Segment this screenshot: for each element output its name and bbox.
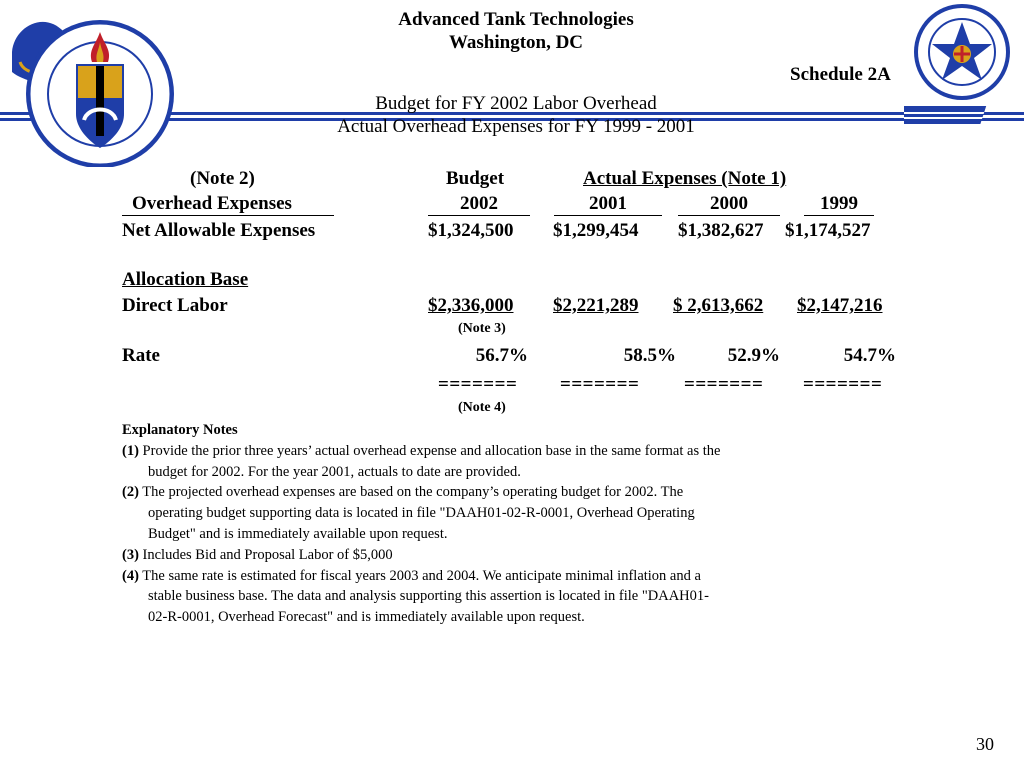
budget-column-header: Budget (446, 168, 505, 189)
rate-2001: 58.5% (623, 345, 676, 366)
year-2001: 2001 (554, 193, 662, 216)
rate-2000: 52.9% (727, 345, 780, 366)
dl-value-1999: $2,147,216 (797, 295, 883, 316)
note-text: The projected overhead expenses are based on the company’s operating budget for 2002. The operating budget supporting data is located in file "DAAH01-02-R-0001, Overhead Operating Budget" and is immediately available upon request. (138, 484, 695, 542)
dl-value-2000: $ 2,613,662 (673, 295, 764, 316)
net-allowable-label: Net Allowable Expenses (122, 220, 316, 241)
net-value-2001: $1,299,454 (553, 220, 639, 241)
note-number: (1) (122, 442, 139, 459)
note-3-label: (Note 3) (458, 321, 506, 336)
allocation-base-label: Allocation Base (122, 269, 249, 290)
note-item (122, 441, 722, 483)
dcaa-seal-logo (4, 2, 179, 167)
company-location: Washington, DC (448, 32, 584, 53)
dl-value-2002: $2,336,000 (428, 295, 514, 316)
net-value-1999: $1,174,527 (785, 220, 871, 241)
notes-heading: Explanatory Notes (122, 422, 238, 438)
note-number: (2) (122, 484, 139, 501)
double-rule-2002: ======= (438, 374, 518, 395)
note-4-label: (Note 4) (458, 400, 506, 415)
page-number: 30 (976, 734, 994, 754)
double-rule-2001: ======= (560, 374, 640, 395)
note-item (122, 566, 722, 628)
report-subtitle (260, 92, 772, 138)
net-value-2002: $1,324,500 (428, 220, 514, 241)
year-1999: 1999 (804, 193, 874, 216)
actual-expenses-header: Actual Expenses (Note 1) (583, 168, 787, 189)
subtitle-line-1: Budget for FY 2002 Labor Overhead (375, 93, 657, 114)
note-text: The same rate is estimated for fiscal years 2003 and 2004. We anticipate minimal inflation and a stable business base. The data and analysis supporting this assertion is located in file "DAAH01-02-R-0001, Overhead Forecast" and is immediately available upon request. (138, 567, 709, 626)
year-2000: 2000 (678, 193, 780, 216)
directorate-seal-logo (904, 2, 1014, 128)
rate-2002: 56.7% (475, 345, 528, 366)
double-rule-2000: ======= (684, 374, 764, 395)
note-text: Provide the prior three years’ actual overhead expense and allocation base in the same format as the budget for 2002. For the year 2001, actuals to date are provided. (138, 442, 721, 480)
year-2002: 2002 (428, 193, 530, 216)
company-heading (310, 8, 722, 54)
note-item (122, 545, 722, 566)
note-number: (3) (122, 546, 139, 563)
explanatory-notes (122, 420, 722, 628)
note-2-label: (Note 2) (190, 168, 255, 189)
subtitle-line-2: Actual Overhead Expenses for FY 1999 - 2001 (337, 116, 695, 137)
overhead-expenses-header: Overhead Expenses (122, 193, 334, 216)
dl-value-2001: $2,221,289 (553, 295, 639, 316)
company-name: Advanced Tank Technologies (398, 9, 634, 30)
note-text: Includes Bid and Proposal Labor of $5,000 (138, 546, 393, 563)
net-value-2000: $1,382,627 (678, 220, 764, 241)
rate-label: Rate (122, 345, 160, 366)
note-number: (4) (122, 567, 139, 584)
note-item (122, 482, 722, 544)
double-rule-1999: ======= (803, 374, 883, 395)
rate-1999: 54.7% (843, 345, 896, 366)
schedule-label: Schedule 2A (790, 64, 891, 85)
direct-labor-label: Direct Labor (122, 295, 228, 316)
